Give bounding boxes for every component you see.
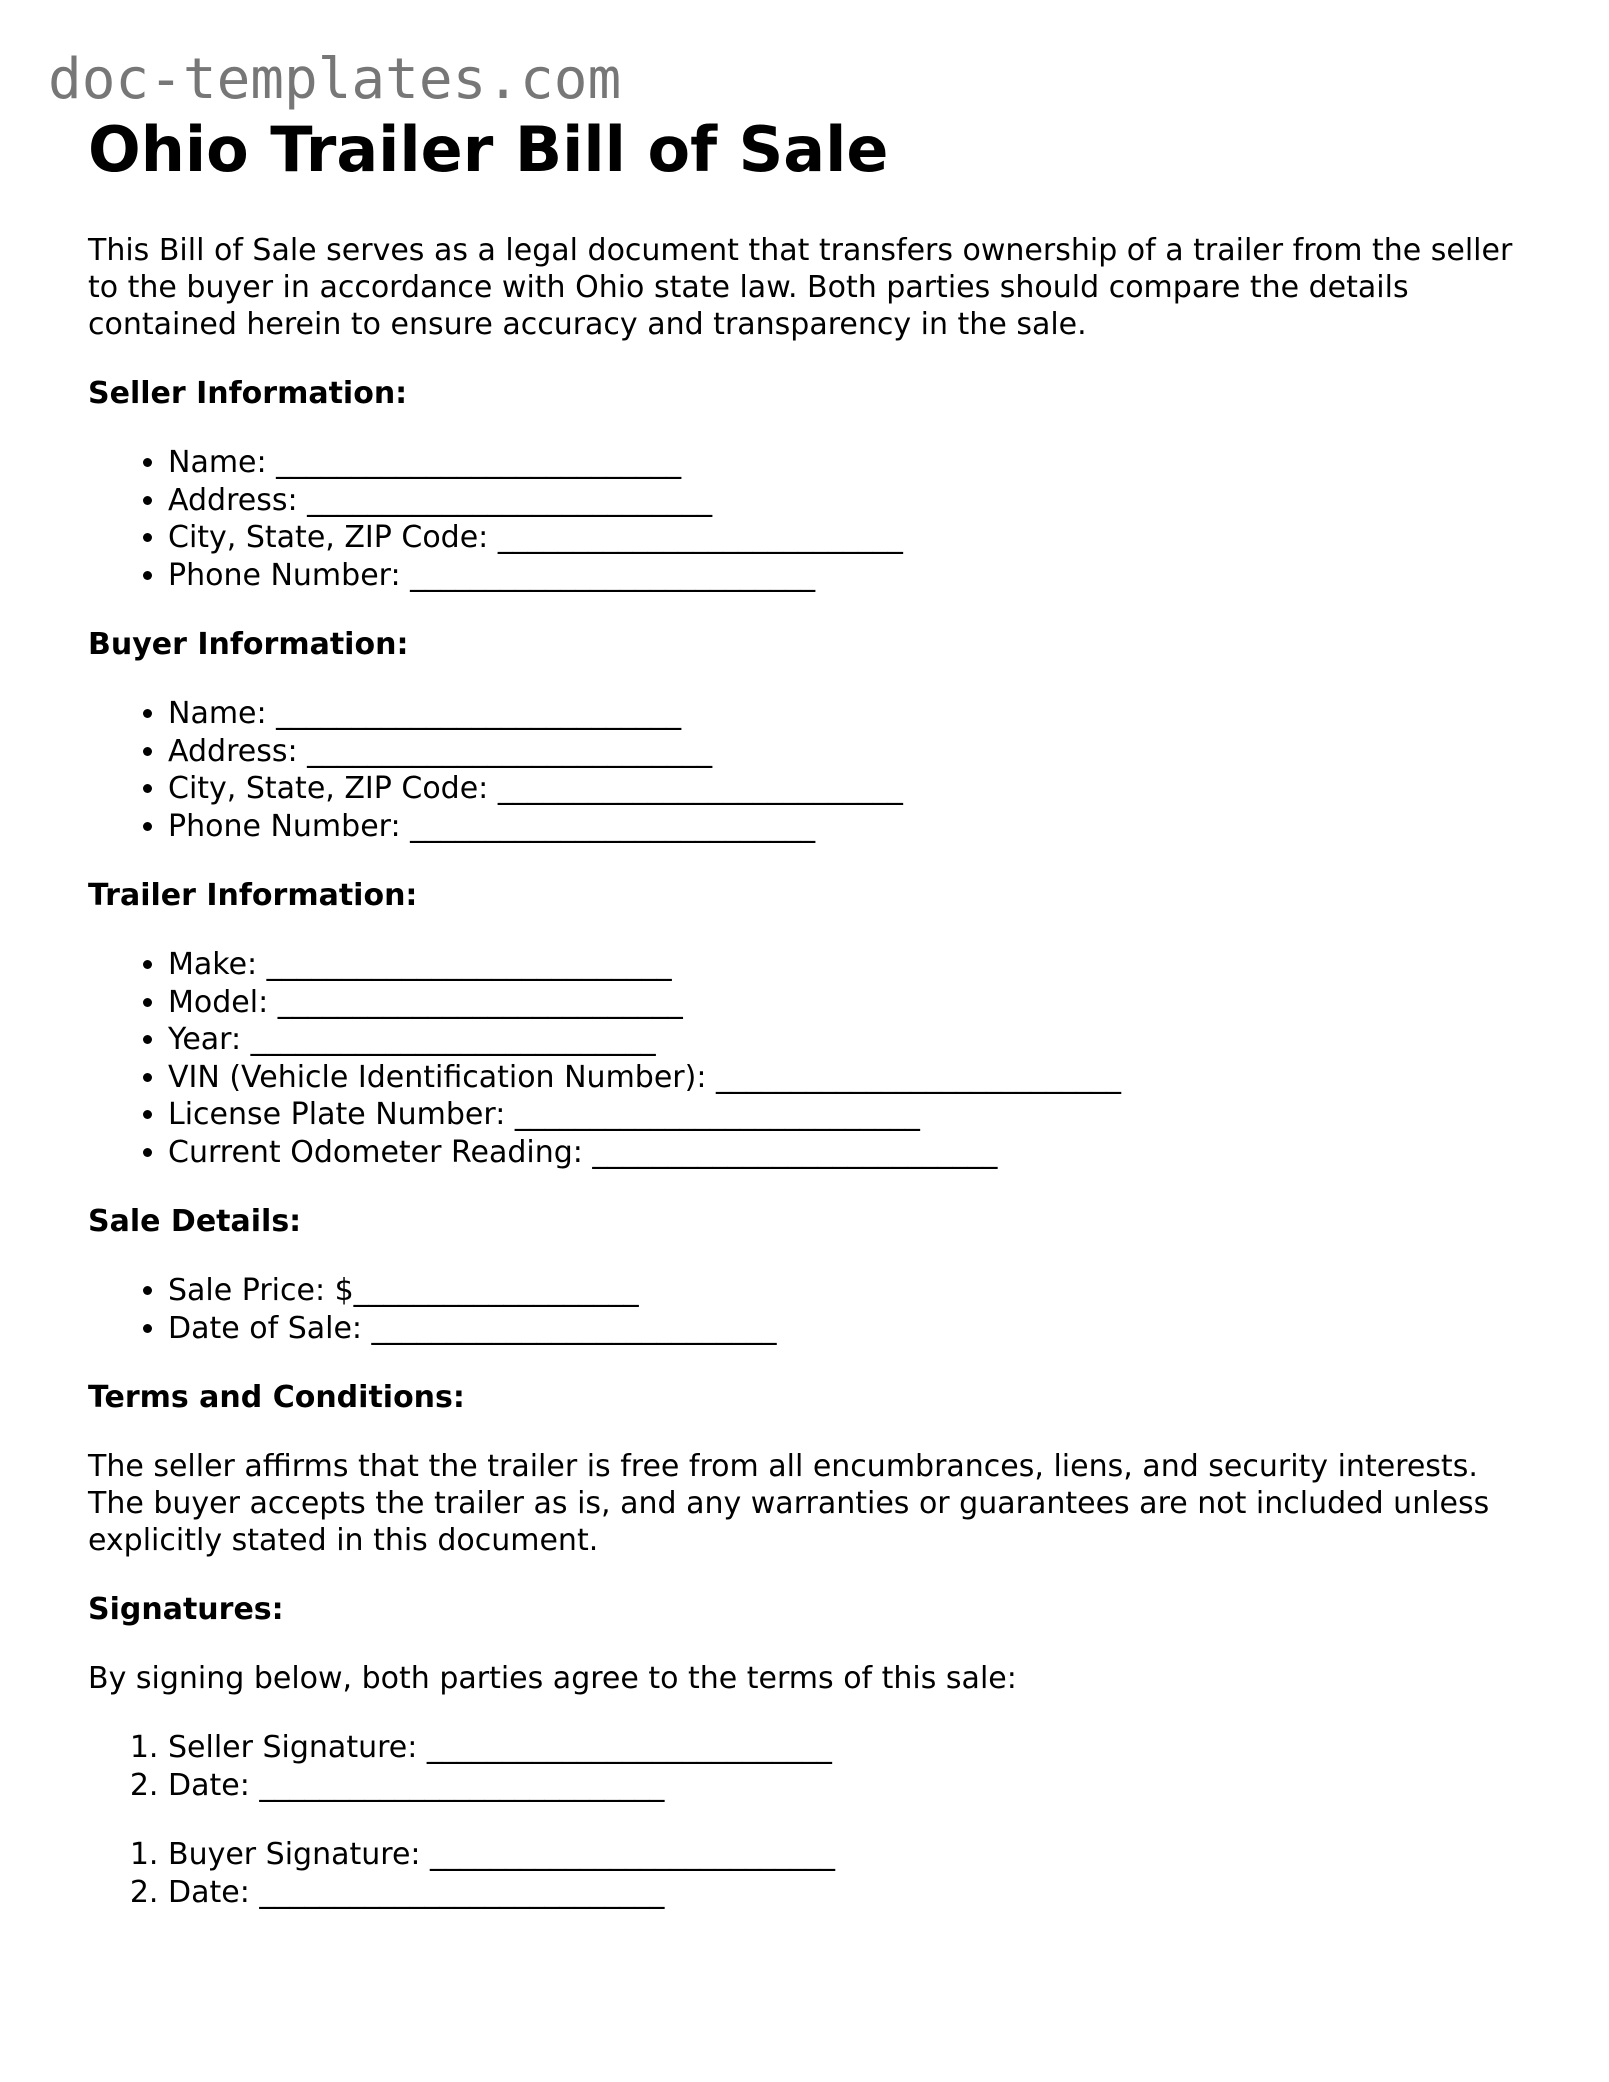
trailer-make-field: • Make: ___________________________ xyxy=(168,946,1528,984)
seller-name-field: • Name: ___________________________ xyxy=(168,444,1528,482)
sale-price-field: • Sale Price: $___________________ xyxy=(168,1272,1528,1310)
terms-paragraph: The seller affirms that the trailer is free from all encumbrances, liens, and security interests. The buyer accepts the trailer as is, and any warranties or guarantees are not included unless explicitly stated in this document. xyxy=(88,1449,1490,1558)
buyer-city-state-zip-field: • City, State, ZIP Code: ___________________________ xyxy=(168,770,1528,808)
sale-fields-list xyxy=(88,1272,1528,1347)
buyer-signature-date-field: 2. Date: ___________________________ xyxy=(168,1874,1528,1912)
buyer-name-field: • Name: ___________________________ xyxy=(168,695,1528,733)
seller-heading: Seller Information: xyxy=(88,376,408,411)
document-title: Ohio Trailer Bill of Sale xyxy=(88,113,889,186)
buyer-fields-list xyxy=(88,695,1528,845)
document-body xyxy=(88,110,1528,1943)
trailer-odometer-field: • Current Odometer Reading: ___________________________ xyxy=(168,1134,1528,1172)
sale-heading: Sale Details: xyxy=(88,1204,302,1239)
trailer-license-plate-field: • License Plate Number: ___________________________ xyxy=(168,1096,1528,1134)
buyer-phone-field: • Phone Number: ___________________________ xyxy=(168,808,1528,846)
buyer-signature-list xyxy=(88,1836,1528,1911)
terms-heading: Terms and Conditions: xyxy=(88,1380,465,1415)
seller-fields-list xyxy=(88,444,1528,594)
trailer-year-field: • Year: ___________________________ xyxy=(168,1021,1528,1059)
trailer-heading: Trailer Information: xyxy=(88,878,418,913)
trailer-vin-field: • VIN (Vehicle Identification Number): ___________________________ xyxy=(168,1059,1528,1097)
trailer-model-field: • Model: ___________________________ xyxy=(168,984,1528,1022)
seller-signature-field: 1. Seller Signature: ___________________________ xyxy=(168,1729,1528,1767)
site-watermark: doc-templates.com xyxy=(48,47,622,112)
seller-city-state-zip-field: • City, State, ZIP Code: ___________________________ xyxy=(168,519,1528,557)
trailer-fields-list xyxy=(88,946,1528,1171)
intro-paragraph: This Bill of Sale serves as a legal document that transfers ownership of a trailer from the seller to the buyer in accordance with Ohio state law. Both parties should compare the details contained herein to ensure accuracy and transparency in the sale. xyxy=(88,233,1513,342)
signatures-heading: Signatures: xyxy=(88,1592,284,1627)
seller-address-field: • Address: ___________________________ xyxy=(168,482,1528,520)
sale-date-field: • Date of Sale: ___________________________ xyxy=(168,1310,1528,1348)
buyer-address-field: • Address: ___________________________ xyxy=(168,733,1528,771)
buyer-signature-field: 1. Buyer Signature: ___________________________ xyxy=(168,1836,1528,1874)
seller-signature-date-field: 2. Date: ___________________________ xyxy=(168,1767,1528,1805)
seller-phone-field: • Phone Number: ___________________________ xyxy=(168,557,1528,595)
seller-signature-list xyxy=(88,1729,1528,1804)
buyer-heading: Buyer Information: xyxy=(88,627,409,662)
signatures-intro: By signing below, both parties agree to the terms of this sale: xyxy=(88,1661,1017,1696)
